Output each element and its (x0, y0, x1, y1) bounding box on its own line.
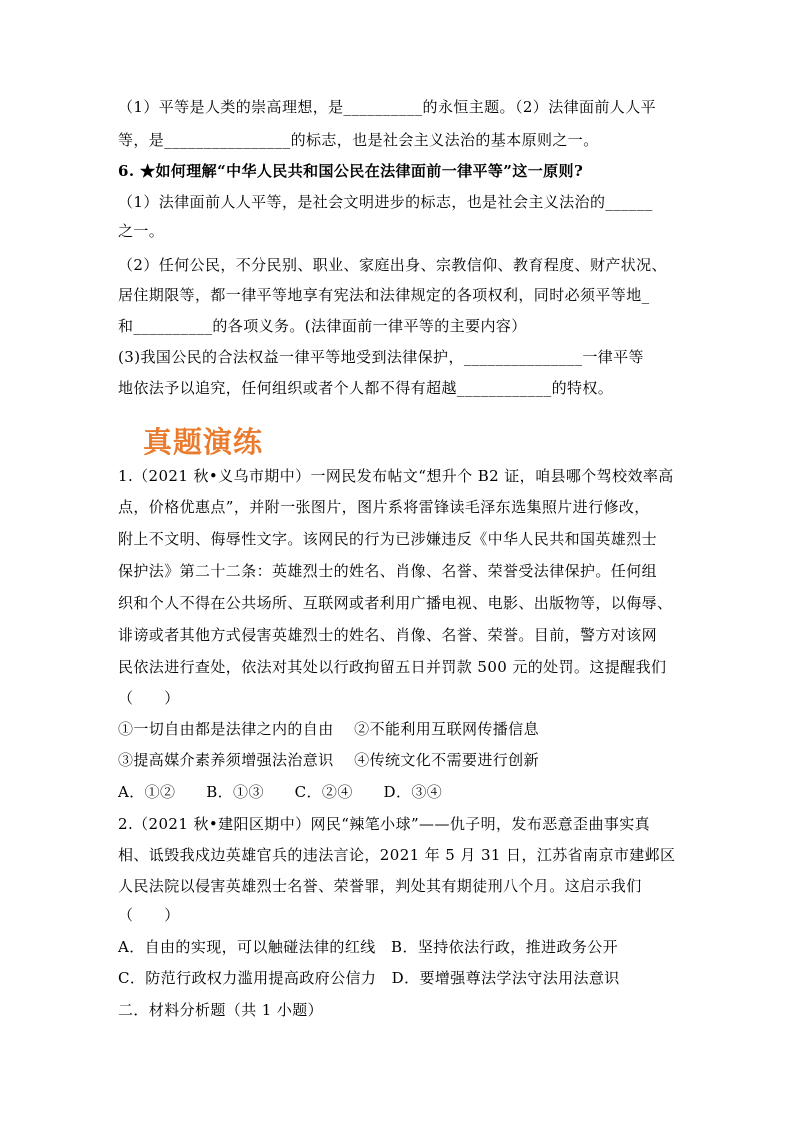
q2-line-3: 人民法院以侵害英雄烈士名誉、荣誉罪，判处其有期徒刑八个月。这启示我们 (118, 877, 642, 895)
q1-line-1: 1.（2021 秋•义乌市期中）一网民发布帖文“想升个 B2 证，咱县哪个驾校效率高 (118, 467, 674, 485)
q2-line-2: 相、诋毁我戍边英雄官兵的违法言论，2021 年 5 月 31 日，江苏省南京市建邺区 (118, 846, 676, 864)
q1-line-3: 附上不文明、侮辱性文字。该网民的行为已涉嫌违反《中华人民共和国英雄烈士 (118, 530, 658, 548)
question-6-title: 6. ★如何理解“中华人民共和国公民在法律面前一律平等”这一原则? (118, 162, 584, 180)
q6-paragraph-3: (3)我国公民的合法权益一律平等地受到法律保护，_______________一律平等 (118, 348, 644, 366)
q1-line-2: 点，价格优惠点”，并附一张图片，图片系将雷锋读毛泽东选集照片进行修改， (118, 498, 650, 516)
q2-answer-paren: （ ） (118, 906, 180, 924)
q1-line-4: 保护法》第二十二条：英雄烈士的姓名、肖像、名誉、荣誉受法律保护。任何组 (118, 562, 658, 580)
q1-line-7: 民依法进行查处，依法对其处以行政拘留五日并罚款 500 元的处罚。这提醒我们 (118, 658, 667, 676)
q6-paragraph-3-cont: 地依法予以追究，任何组织或者个人都不得有超越____________的特权。 (118, 379, 614, 397)
q1-statements-2: ③提高媒介素养须增强法治意识 ④传统文化不需要进行创新 (118, 751, 539, 769)
q2-options-2: C．防范行政权力滥用提高政府公信力 D．要增强尊法学法守法用法意识 (118, 969, 620, 987)
q1-answer-paren: （ ） (118, 689, 180, 707)
fill-line-2: 等，是________________的标志，也是社会主义法治的基本原则之一。 (118, 131, 599, 149)
fill-line-1: （1）平等是人类的崇高理想，是__________的永恒主题。（2）法律面前人人平 (118, 98, 656, 116)
section-title: 真题演练 (143, 425, 264, 459)
q6-paragraph-2-end: 和__________的各项义务。(法律面前一律平等的主要内容） (118, 317, 527, 335)
q2-line-1: 2.（2021 秋•建阳区期中）网民“辣笔小球”——仇子明，发布恶意歪曲事实真 (118, 815, 651, 833)
q1-line-5: 织和个人不得在公共场所、互联网或者利用广播电视、电影、出版物等，以侮辱、 (118, 594, 673, 612)
part-2-heading: 二．材料分析题（共 1 小题） (118, 1001, 324, 1019)
q6-paragraph-1-cont: 之一。 (118, 222, 165, 240)
q1-line-6: 诽谤或者其他方式侵害英雄烈士的姓名、肖像、名誉、荣誉。目前，警方对该网 (118, 626, 658, 644)
q6-paragraph-1: （1）法律面前人人平等，是社会文明进步的标志，也是社会主义法治的______ (118, 193, 653, 211)
q1-statements-1: ①一切自由都是法律之内的自由 ②不能利用互联网传播信息 (118, 720, 539, 738)
q6-paragraph-2: （2）任何公民，不分民别、职业、家庭出身、宗教信仰、教育程度、财产状况、 (118, 256, 667, 274)
q2-options-1: A．自由的实现，可以触碰法律的红线 B．坚持依法行政，推进政务公开 (118, 938, 619, 956)
q6-paragraph-2-cont: 居住期限等，都一律平等地享有宪法和法律规定的各项权利，同时必须平等地_ (118, 286, 650, 304)
q1-options: A．①② B．①③ C．②④ D．③④ (118, 783, 443, 801)
